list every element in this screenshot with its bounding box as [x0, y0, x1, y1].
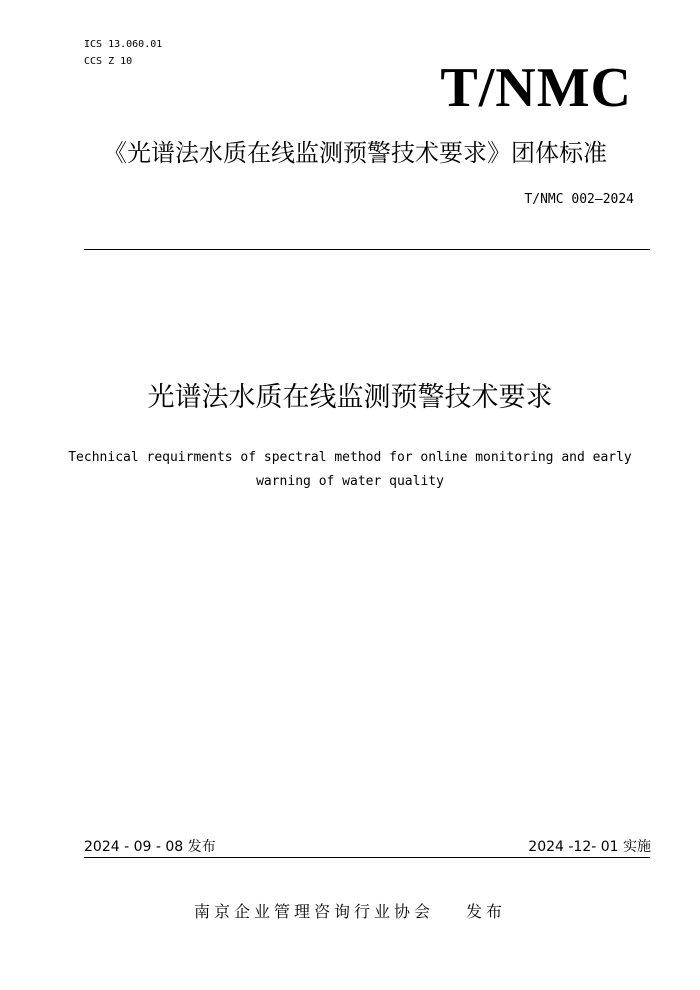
publisher-org: 南京企业管理咨询行业协会 — [193, 902, 434, 921]
title-en-line1: Technical requirments of spectral method for online monitoring and early — [68, 450, 632, 465]
implementation-date: 2024 -12- 01 实施 — [528, 839, 651, 855]
standard-series-title: 《光谱法水质在线监测预警技术要求》团体标准 — [103, 139, 607, 167]
document-title-en — [40, 446, 660, 494]
title-en-line2: warning of water quality — [256, 474, 444, 489]
issue-date: 2024 - 09 - 08 发布 — [84, 839, 216, 855]
document-title-cn: 光谱法水质在线监测预警技术要求 — [147, 382, 553, 413]
top-divider — [84, 249, 650, 250]
publisher-line — [100, 900, 600, 924]
bottom-divider — [84, 857, 650, 858]
classification-codes — [84, 36, 162, 70]
standard-logo: T/NMC — [440, 57, 632, 119]
ccs-code: CCS Z 10 — [84, 56, 133, 67]
ics-code: ICS 13.060.01 — [84, 39, 163, 50]
standard-number: T/NMC 002—2024 — [524, 192, 634, 207]
publisher-word: 发布 — [466, 902, 507, 921]
